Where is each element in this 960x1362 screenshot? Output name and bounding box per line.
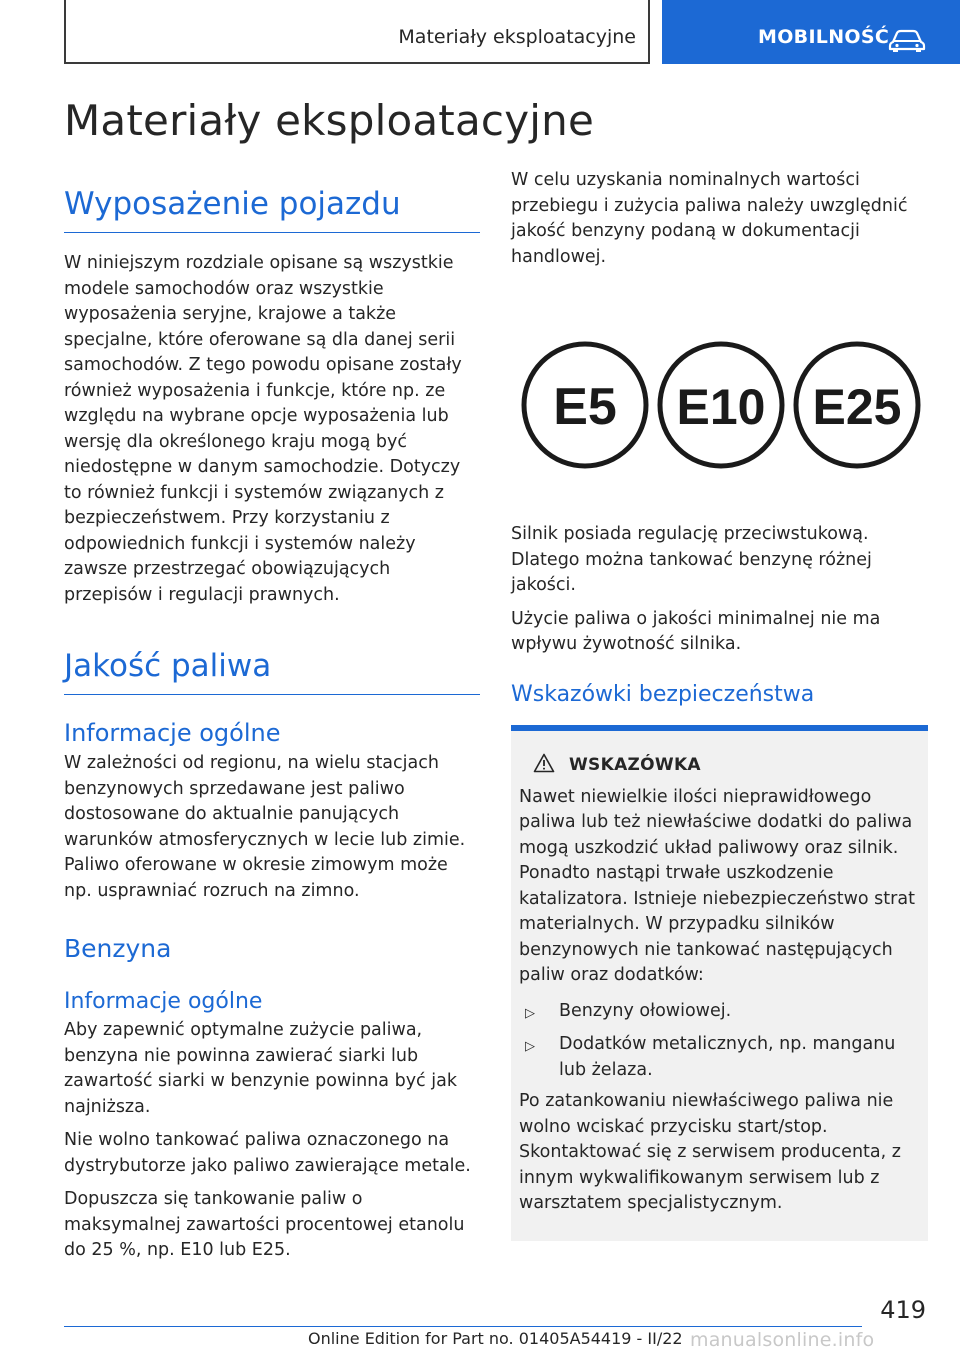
header-rule-left: [64, 0, 66, 64]
fuel-signs: [511, 340, 928, 500]
notice-intro: Nawet niewielkie ilości nieprawidłowego paliwa lub też niewłaściwe dodatki do paliwa mogą uszkodzić układ paliwowy oraz silnik. Ponadto nastąpi trwałe uszkodzenie katalizatora. Istnieje niebezpieczeństwo strat materialnych. W przypadku silników benzynowych nie tankować następujących paliw oraz dodatków:: [519, 786, 915, 985]
heading-equipment: Wyposażenie pojazdu: [64, 186, 480, 233]
watermark: manualsonline.info: [690, 1329, 875, 1351]
footer-rule: [64, 1326, 862, 1327]
list-item-text: Dodatków metalicznych, np. manganu lub żelaza.: [559, 1034, 896, 1080]
petrol-p5: Silnik posiada regulację przeciwstukową. Dlatego można tankować benzynę różnej jakości.: [511, 524, 872, 595]
fuel-sign-e25: [796, 344, 918, 466]
heading-fuel-quality: Jakość paliwa: [64, 648, 480, 695]
header-section-title: Materiały eksploatacyjne: [398, 26, 636, 48]
petrol-p6: Użycie paliwa o jakości minimalnej nie ma wpływu żywotność silnika.: [511, 608, 881, 654]
fuel-sign-e10-label: E10: [676, 379, 766, 435]
warning-triangle-icon: [533, 753, 555, 777]
car-icon: [888, 28, 926, 56]
equipment-body: W niniejszym rozdziale opisane są wszystkie modele samochodów oraz wszystkie wyposażenia seryjne, krajowe a także specjalne, które oferowane są dla danej serii samochodów. Z tego powodu opisane zostały również wyposażenia i funkcje, które np. ze względu na wybrane opcje wyposażenia lub wersję dla określonego kraju mogą być niedostępne w danym samochodzie. Dotyczy to również funkcji i systemów związanych z bezpieczeństwem. Przy korzystaniu z odpowiednich funkcji i systemów należy zawsze przestrzegać obowiązujących przepisów i regulacji prawnych.: [64, 253, 462, 605]
right-column: [511, 168, 928, 1241]
petrol-p4: W celu uzyskania nominalnych wartości przebiegu i zużycia paliwa należy uwzględnić jakość benzyny podaną w dokumentacji handlowej.: [511, 170, 908, 267]
notice-title: WSKAZÓWKA: [569, 754, 701, 775]
heading-fuel-general: Informacje ogólne: [64, 719, 281, 747]
notice-header: [533, 753, 918, 777]
footer-edition: Online Edition for Part no. 01405A54419 - II/22: [308, 1329, 683, 1348]
list-arrow-icon: ▷: [525, 1039, 535, 1054]
header-rule-right: [648, 0, 650, 64]
notice-box: [511, 731, 928, 1241]
fuel-general-body: W zależności od regionu, na wielu stacjach benzynowych sprzedawane jest paliwo dostosowane do aktualnie panujących warunków atmosferycznych w lecie lub zimie. Paliwo oferowane w okresie zimowym może np. usprawniać rozruch na zimno.: [64, 753, 466, 901]
notice-list: [519, 999, 918, 1084]
fuel-sign-e5-label: E5: [553, 378, 617, 436]
list-item: [519, 1032, 918, 1083]
page-title: Materiały eksploatacyjne: [64, 96, 594, 145]
left-column: [64, 186, 480, 1264]
heading-petrol: Benzyna: [64, 934, 172, 963]
notice-outro: Po zatankowaniu niewłaściwego paliwa nie wolno wciskać przycisku start/stop. Skontaktować się z serwisem producenta, z innym wykwalifikowanym serwisem lub z warsztatem specjalistycznym.: [519, 1091, 901, 1213]
fuel-sign-e10: [660, 344, 782, 466]
page-number: 419: [880, 1296, 926, 1324]
petrol-p3: Dopuszcza się tankowanie paliw o maksymalnej zawartości procentowej etanolu do 25 %, np. E10 lub E25.: [64, 1189, 465, 1260]
list-item: [519, 999, 918, 1027]
petrol-p1: Aby zapewnić optymalne zużycie paliwa, benzyna nie powinna zawierać siarki lub zawartość siarki w benzynie powinna być jak najniższa.: [64, 1020, 457, 1117]
heading-safety: Wskazówki bezpieczeństwa: [511, 681, 815, 707]
header-rule-bottom: [64, 62, 650, 64]
list-arrow-icon: ▷: [525, 1005, 535, 1021]
list-item-text: Benzyny ołowiowej.: [559, 1000, 732, 1021]
fuel-sign-e25-label: E25: [812, 379, 902, 435]
header-chapter-label: MOBILNOŚĆ: [758, 26, 890, 48]
heading-petrol-general: Informacje ogólne: [64, 989, 263, 1014]
fuel-sign-e5: [524, 344, 646, 466]
petrol-p2: Nie wolno tankować paliwa oznaczonego na dystrybutorze jako paliwo zawierające metale.: [64, 1130, 471, 1176]
header-chapter-tab[interactable]: [662, 0, 960, 64]
